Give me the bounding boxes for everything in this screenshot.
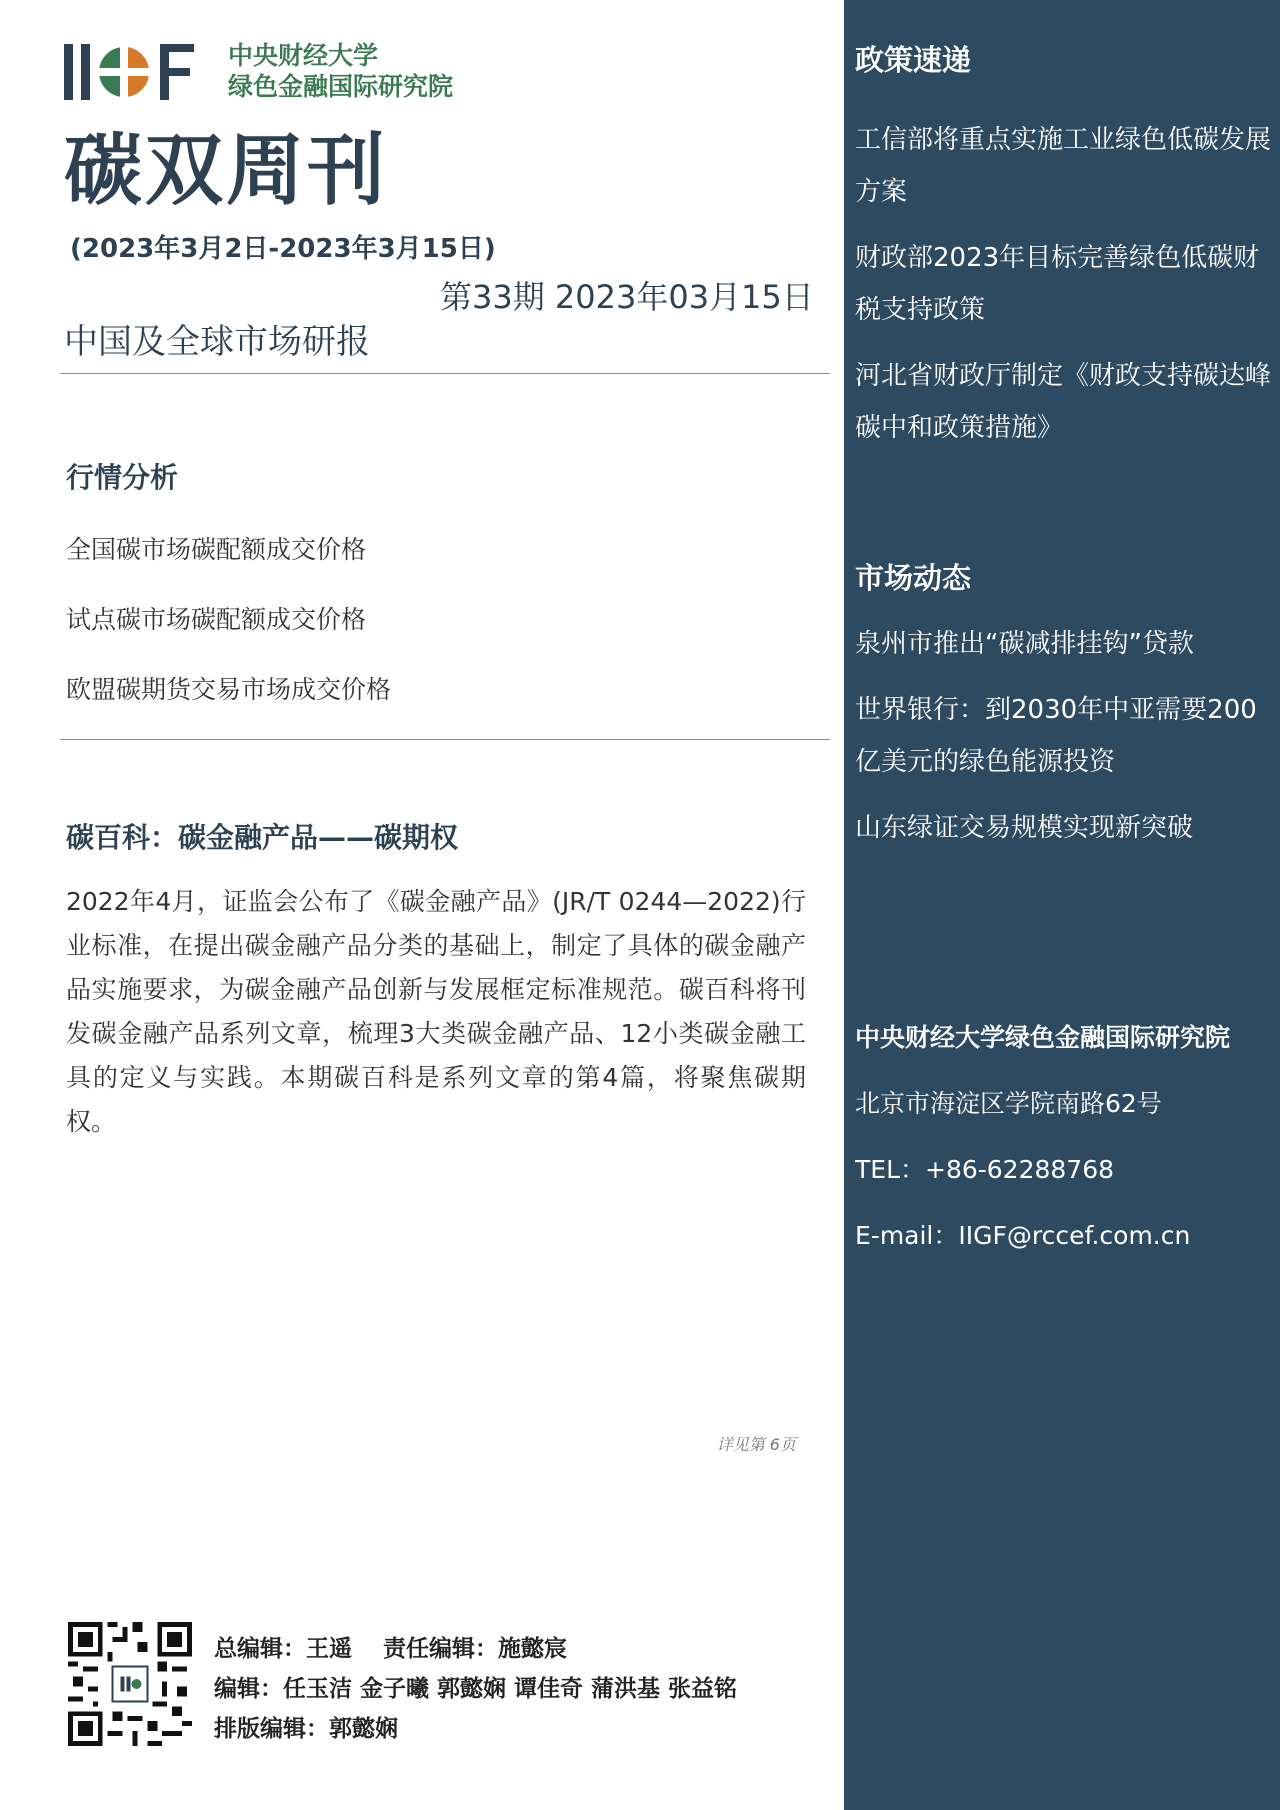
page-title: 碳双周刊: [64, 126, 389, 216]
contact-address: 北京市海淀区学院南路62号: [855, 1089, 1162, 1118]
see-page-link[interactable]: 详见第 6页: [716, 1435, 796, 1454]
market-analysis-item[interactable]: 全国碳市场碳配额成交价格: [66, 535, 367, 564]
subtitle: 中国及全球市场研报: [64, 322, 370, 362]
policy-item[interactable]: 财政部2023年目标完善绿色低碳财税支持政策: [855, 243, 1260, 325]
date-range: (2023年3月2日-2023年3月15日): [70, 234, 496, 264]
logo-text: IIGF: [64, 42, 66, 43]
market-news-item[interactable]: 山东绿证交易规模实现新突破: [855, 813, 1194, 843]
institute-name: [228, 40, 453, 102]
market-analysis-item[interactable]: 试点碳市场碳配额成交价格: [66, 605, 367, 634]
encyclopedia-heading[interactable]: 碳百科：碳金融产品——碳期权: [66, 821, 459, 854]
divider: [60, 739, 830, 740]
issue-number: 第33期 2023年03月15日: [440, 278, 814, 316]
policy-item[interactable]: 工信部将重点实施工业绿色低碳发展方案: [855, 125, 1272, 207]
institute-line1: 中央财经大学: [228, 41, 379, 70]
editors: 编辑：任玉洁 金子曦 郭懿娴 谭佳奇 蒲洪基 张益铭: [214, 1676, 738, 1702]
institute-line2: 绿色金融国际研究院: [228, 72, 454, 101]
policy-heading: 政策速递: [855, 43, 972, 77]
qr-code: [68, 1622, 192, 1746]
market-news-heading: 市场动态: [855, 561, 972, 595]
market-news-item[interactable]: 泉州市推出“碳减排挂钩”贷款: [855, 629, 1194, 659]
encyclopedia-body: 2022年4月，证监会公布了《碳金融产品》(JR/T 0244—2022)行业标准，在提出碳金融产品分类的基础上，制定了具体的碳金融产品实施要求，为碳金融产品创新与发展框定标准规范。碳百科将刊发碳金融产品系列文章，梳理3大类碳金融产品、12小类碳金融工具的定义与实践。本期碳百科是系列文章的第4篇，将聚焦碳期权。: [66, 887, 806, 1136]
contact-org: 中央财经大学绿色金融国际研究院: [855, 1023, 1231, 1052]
contact-tel[interactable]: TEL：+86-62288768: [855, 1155, 1115, 1184]
divider: [60, 373, 830, 374]
market-analysis-item[interactable]: 欧盟碳期货交易市场成交价格: [66, 675, 392, 704]
logo: [64, 42, 484, 104]
market-analysis-heading: 行情分析: [66, 461, 179, 494]
editor-in-chief: 总编辑：王遥 责任编辑：施懿宸: [214, 1636, 568, 1662]
contact-email[interactable]: E-mail：IIGF@rccef.com.cn: [855, 1221, 1191, 1250]
layout-editor: 排版编辑：郭懿娴: [214, 1716, 398, 1742]
policy-item[interactable]: 河北省财政厅制定《财政支持碳达峰碳中和政策措施》: [855, 361, 1272, 443]
iigf-logo-mark: [64, 42, 208, 104]
market-news-item[interactable]: 世界银行：到2030年中亚需要200亿美元的绿色能源投资: [855, 695, 1257, 777]
